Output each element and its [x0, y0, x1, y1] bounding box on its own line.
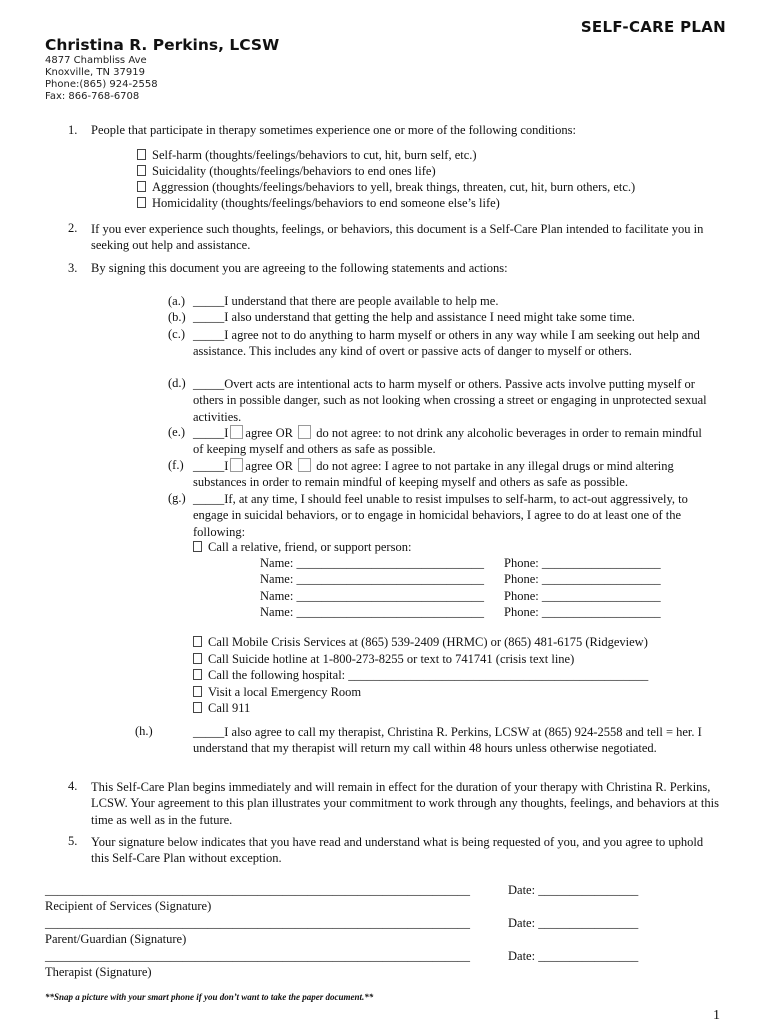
address-line-1: 4877 Chambliss Ave	[45, 55, 147, 66]
document-title: SELF-CARE PLAN	[580, 18, 726, 36]
blank-line: _____I	[193, 459, 229, 473]
contact-name-field[interactable]: Name: ______________________________	[260, 556, 484, 570]
condition-item	[137, 196, 500, 211]
checkbox-icon[interactable]	[137, 181, 146, 192]
section-number: 5.	[68, 834, 78, 848]
disagree-checkbox[interactable]	[298, 425, 311, 439]
signature-line[interactable]: ____________________________________________________________________	[45, 949, 470, 963]
footer-note: **Snap a picture with your smart phone if you don’t want to take the paper document.**	[45, 992, 374, 1002]
disagree-label: do not agree:	[316, 459, 382, 473]
statement-text: _____I also agree to call my therapist, Christina R. Perkins, LCSW at (865) 924-2558 and tell = her. I understand that my therapist will return my call within 48 hours unless otherwise negotiated.	[193, 725, 702, 756]
action-item	[193, 668, 648, 683]
action-item	[193, 701, 250, 716]
contact-phone-field[interactable]: Phone: ___________________	[504, 572, 661, 586]
page-number: 1	[713, 1008, 720, 1023]
signature-label: Therapist (Signature)	[45, 965, 152, 979]
contact-phone-field[interactable]: Phone: ___________________	[504, 556, 661, 570]
agree-checkbox[interactable]	[230, 458, 243, 472]
section-text: By signing this document you are agreeing to the following statements and actions:	[91, 261, 508, 275]
contact-name-field[interactable]: Name: ______________________________	[260, 605, 484, 619]
section-number: 2.	[68, 221, 78, 235]
section-number: 1.	[68, 123, 78, 137]
checkbox-icon[interactable]	[137, 149, 146, 160]
checkbox-icon[interactable]	[193, 686, 202, 697]
disagree-checkbox[interactable]	[298, 458, 311, 472]
action-label: Call the following hospital: ________________________________________________	[208, 668, 649, 682]
condition-item	[137, 164, 436, 179]
agree-label: agree OR	[245, 426, 293, 440]
statement-label: (c.)	[168, 327, 185, 341]
address-line-2: Knoxville, TN 37919	[45, 67, 145, 78]
section-text: People that participate in therapy sometimes experience one or more of the following conditions:	[91, 123, 576, 137]
agree-label: agree OR	[245, 459, 293, 473]
action-label: Call Mobile Crisis Services at (865) 539-2409 (HRMC) or (865) 481-6175 (Ridgeview)	[208, 635, 648, 649]
action-item	[193, 635, 648, 650]
section-text: Your signature below indicates that you have read and understand what is being requested of you, and you agree to uphold this Self-Care Plan without exception.	[91, 835, 704, 866]
action-label: Visit a local Emergency Room	[208, 685, 362, 699]
statement-text: _____Overt acts are intentional acts to harm myself or others. Passive acts involve putting myself or others in possible danger, such as not looking when crossing a street or engaging in unprotected sexual activities.	[193, 377, 707, 424]
section-number: 4.	[68, 779, 78, 793]
statement-label: (b.)	[168, 310, 186, 324]
action-item	[193, 652, 574, 667]
condition-item	[137, 148, 477, 163]
contact-phone-field[interactable]: Phone: ___________________	[504, 605, 661, 619]
date-field[interactable]: Date: ________________	[508, 883, 639, 897]
statement-label: (h.)	[135, 724, 153, 738]
condition-item	[137, 180, 635, 195]
section-text: If you ever experience such thoughts, feelings, or behaviors, this document is a Self-Care Plan intended to facilitate you in seeking out help and assistance.	[91, 222, 704, 253]
condition-label: Homicidality (thoughts/feelings/behaviors to end someone else’s life)	[152, 196, 500, 210]
contact-name-field[interactable]: Name: ______________________________	[260, 572, 484, 586]
provider-name: Christina R. Perkins, LCSW	[45, 36, 280, 54]
statement-text: _____I also understand that getting the help and assistance I need might take some time.	[193, 310, 635, 324]
date-field[interactable]: Date: ________________	[508, 916, 639, 930]
signature-label: Parent/Guardian (Signature)	[45, 932, 187, 946]
statement-label: (e.)	[168, 425, 185, 439]
checkbox-icon[interactable]	[193, 669, 202, 680]
statement-label: (d.)	[168, 376, 186, 390]
call-person-label: Call a relative, friend, or support person:	[208, 540, 412, 554]
condition-label: Aggression (thoughts/feelings/behaviors to yell, break things, threaten, cut, hit, burn others, etc.)	[152, 180, 636, 194]
disagree-label: do not agree:	[316, 426, 382, 440]
signature-label: Recipient of Services (Signature)	[45, 899, 212, 913]
statement-text: _____If, at any time, I should feel unable to resist impulses to self-harm, to act-out aggressively, to engage in suicidal behaviors, or to engage in homicidal behaviors, I agree to do at least one of the following:	[193, 492, 688, 539]
blank-line: _____I	[193, 426, 229, 440]
checkbox-icon[interactable]	[193, 636, 202, 647]
statement-label: (f.)	[168, 458, 184, 472]
checkbox-icon[interactable]	[193, 541, 202, 552]
checkbox-icon[interactable]	[137, 165, 146, 176]
statement-body: to not drink any alcoholic beverages in order to remain mindful of keeping myself and others as safe as possible.	[193, 426, 702, 457]
signature-line[interactable]: ____________________________________________________________________	[45, 916, 470, 930]
statement-text: _____I understand that there are people available to help me.	[193, 294, 499, 308]
contact-phone-field[interactable]: Phone: ___________________	[504, 589, 661, 603]
condition-label: Self-harm (thoughts/feelings/behaviors to cut, hit, burn self, etc.)	[152, 148, 477, 162]
statement-label: (g.)	[168, 491, 186, 505]
signature-line[interactable]: ____________________________________________________________________	[45, 883, 470, 897]
date-field[interactable]: Date: ________________	[508, 949, 639, 963]
condition-label: Suicidality (thoughts/feelings/behaviors to end ones life)	[152, 164, 436, 178]
checkbox-icon[interactable]	[137, 197, 146, 208]
statement-label: (a.)	[168, 294, 185, 308]
agree-checkbox[interactable]	[230, 425, 243, 439]
checkbox-icon[interactable]	[193, 702, 202, 713]
section-number: 3.	[68, 261, 78, 275]
statement-text	[193, 425, 715, 458]
statement-text: _____I agree not to do anything to harm myself or others in any way while I am seeking out help and assistance. This includes any kind of overt or passive acts of danger to myself or others.	[193, 328, 700, 359]
phone-number: Phone:(865) 924-2558	[45, 79, 158, 90]
contact-name-field[interactable]: Name: ______________________________	[260, 589, 484, 603]
call-person-item	[193, 540, 411, 555]
statement-text	[193, 458, 721, 491]
action-item	[193, 685, 361, 700]
action-label: Call Suicide hotline at 1-800-273-8255 or text to 741741 (crisis text line)	[208, 652, 575, 666]
fax-number: Fax: 866-768-6708	[45, 91, 140, 102]
checkbox-icon[interactable]	[193, 653, 202, 664]
section-text: This Self-Care Plan begins immediately and will remain in effect for the duration of your therapy with Christina R. Perkins, LCSW. Your agreement to this plan illustrates your commitment to work through any thoughts, feelings, and behaviors at this time as well as in the future.	[91, 780, 719, 827]
action-label: Call 911	[208, 701, 251, 715]
statement-body: I agree to not partake in any illegal drugs or mind altering substances in order to remain mindful of keeping myself and others as safe as possible.	[193, 459, 674, 490]
